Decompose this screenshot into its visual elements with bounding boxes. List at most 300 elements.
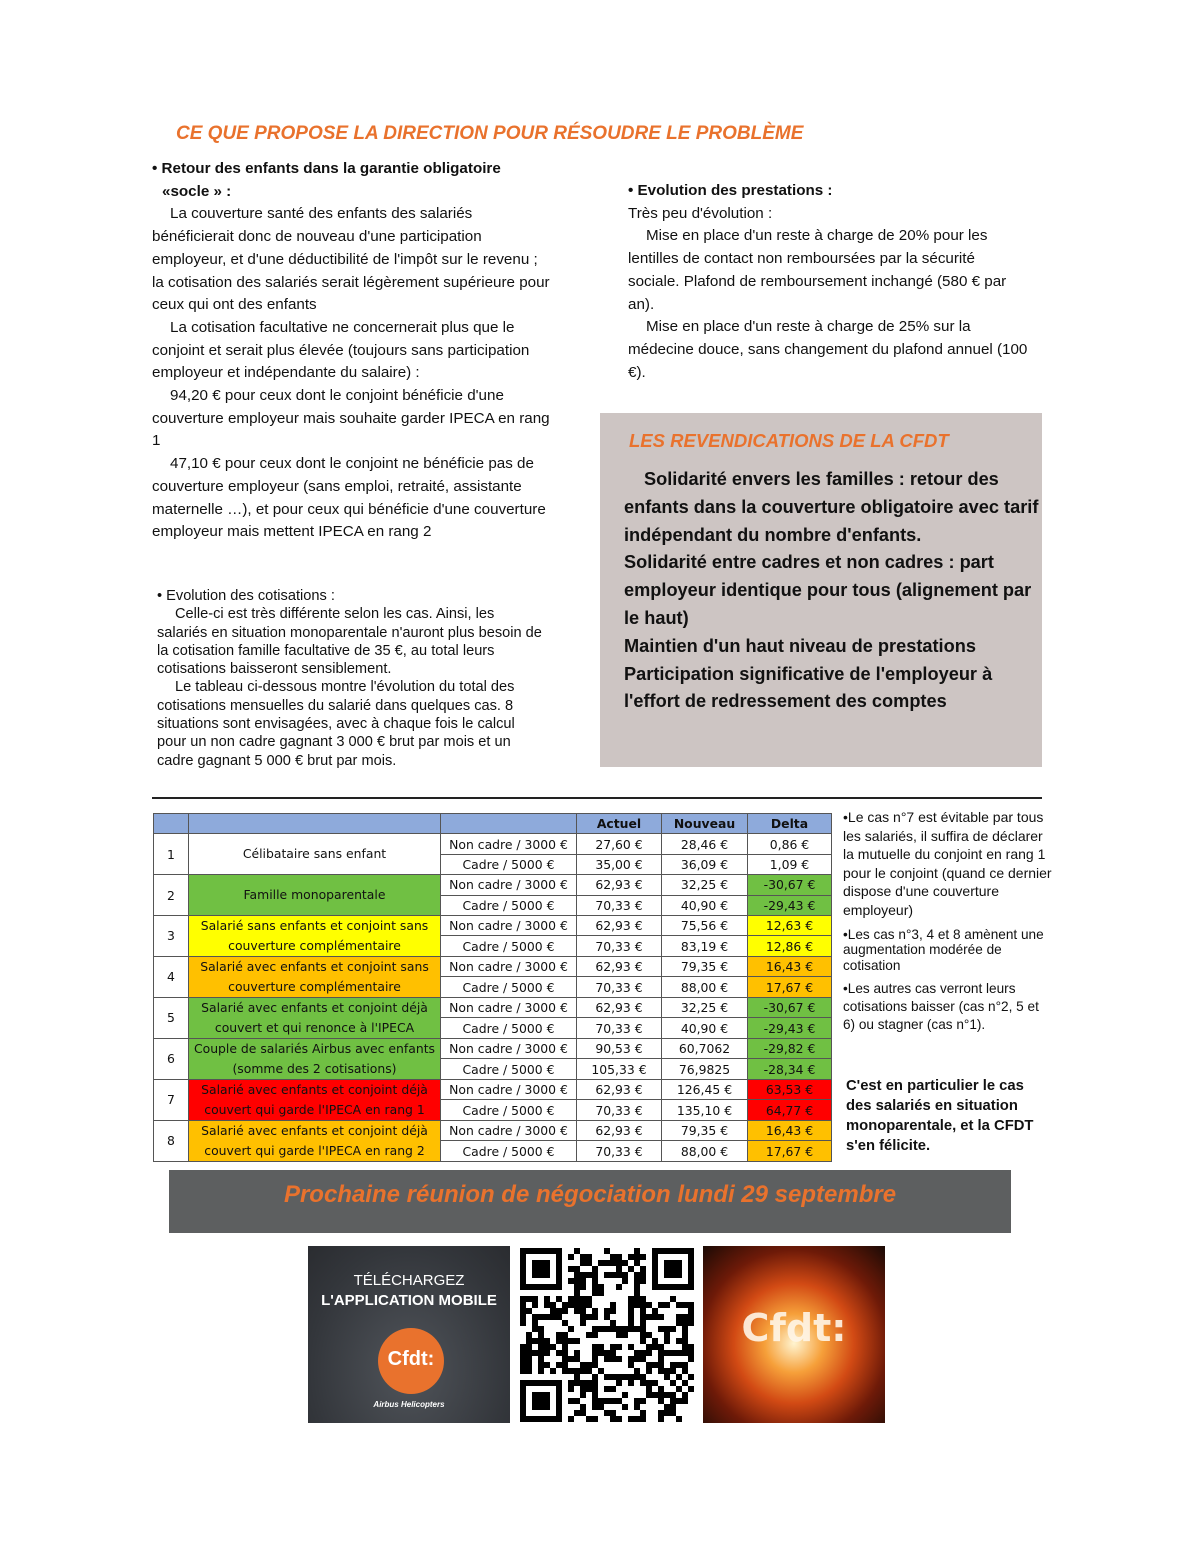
qr-module [568, 1398, 574, 1404]
salary-category: Cadre / 5000 € [441, 1018, 577, 1039]
qr-module [676, 1272, 682, 1278]
value-nouveau: 79,35 € [662, 956, 748, 977]
value-actuel: 70,33 € [577, 895, 662, 915]
qr-module [586, 1368, 592, 1374]
qr-module [574, 1278, 580, 1284]
qr-module [538, 1284, 544, 1290]
qr-module [670, 1326, 676, 1332]
qr-module [646, 1368, 652, 1374]
qr-module [592, 1344, 598, 1350]
qr-module [592, 1380, 598, 1386]
qr-module [646, 1332, 652, 1338]
qr-module [580, 1296, 586, 1302]
qr-module [592, 1398, 598, 1404]
paragraph-medecine-douce: Mise en place d'un reste à charge de 25% sur la médecine douce, sans changement du plafond annuel (100 €). [628, 318, 1028, 381]
qr-module [556, 1248, 562, 1254]
qr-module [556, 1416, 562, 1422]
qr-module [538, 1368, 544, 1374]
qr-module [580, 1308, 586, 1314]
qr-module [640, 1296, 646, 1302]
qr-module [550, 1284, 556, 1290]
prestations-intro: Très peu d'évolution : [628, 204, 773, 222]
qr-module [628, 1416, 634, 1422]
case-description: Couple de salariés Airbus avec enfants (somme des 2 cotisations) [189, 1038, 441, 1079]
value-actuel: 105,33 € [577, 1059, 662, 1080]
qr-module [658, 1356, 664, 1362]
case-description: Célibataire sans enfant [189, 834, 441, 875]
qr-module [604, 1350, 610, 1356]
qr-module [622, 1260, 628, 1266]
value-actuel: 27,60 € [577, 834, 662, 854]
qr-module [574, 1368, 580, 1374]
qr-module [658, 1386, 664, 1392]
qr-module [652, 1254, 658, 1260]
qr-module [586, 1332, 592, 1338]
qr-module [556, 1272, 562, 1278]
qr-module [538, 1272, 544, 1278]
qr-code[interactable] [517, 1246, 697, 1423]
qr-module [616, 1260, 622, 1266]
paragraph-tarif-rang1: 94,20 € pour ceux dont le conjoint bénéficie d'une couverture employeur mais souhaite garder IPECA en rang 1 [152, 387, 550, 450]
qr-module [532, 1416, 538, 1422]
paragraph-couverture-enfants: La couverture santé des enfants des salariés bénéficierait donc de nouveau d'une participation employeur, et d'une déductibilité de l'impôt sur le revenu ; la cotisation des salariés serait légèrement supérieure pour ceux qui ont des enfants [152, 205, 550, 314]
qr-module [610, 1416, 616, 1422]
qr-module [580, 1254, 586, 1260]
qr-module [592, 1326, 598, 1332]
qr-module [646, 1350, 652, 1356]
qr-module [616, 1254, 622, 1260]
qr-module [580, 1314, 586, 1320]
salary-category: Cadre / 5000 € [441, 854, 577, 874]
qr-module [526, 1338, 532, 1344]
qr-module [544, 1248, 550, 1254]
value-delta: -29,43 € [748, 1018, 832, 1039]
value-actuel: 70,33 € [577, 1018, 662, 1039]
qr-module [532, 1326, 538, 1332]
qr-module [664, 1374, 670, 1380]
qr-module [646, 1380, 652, 1386]
qr-module [574, 1410, 580, 1416]
value-delta: -30,67 € [748, 997, 832, 1018]
qr-module [526, 1368, 532, 1374]
qr-module [604, 1374, 610, 1380]
cfdt-fire-image [703, 1246, 885, 1423]
value-actuel: 62,93 € [577, 997, 662, 1018]
qr-module [676, 1374, 682, 1380]
qr-module [676, 1248, 682, 1254]
qr-module [556, 1254, 562, 1260]
qr-module [586, 1296, 592, 1302]
qr-module [688, 1314, 694, 1320]
qr-module [526, 1380, 532, 1386]
qr-module [574, 1248, 580, 1254]
qr-module [640, 1356, 646, 1362]
qr-module [580, 1404, 586, 1410]
qr-module [538, 1404, 544, 1410]
qr-module [592, 1416, 598, 1422]
qr-module [532, 1272, 538, 1278]
qr-module [574, 1266, 580, 1272]
qr-module [544, 1302, 550, 1308]
bullet-evolution-cotisations-head: • Evolution des cotisations : [157, 588, 335, 604]
qr-module [688, 1308, 694, 1314]
qr-module [520, 1272, 526, 1278]
qr-module [688, 1266, 694, 1272]
qr-module [592, 1290, 598, 1296]
qr-module [520, 1386, 526, 1392]
qr-module [544, 1314, 550, 1320]
qr-module [538, 1416, 544, 1422]
salary-category: Cadre / 5000 € [441, 895, 577, 915]
qr-module [526, 1308, 532, 1314]
qr-module [682, 1368, 688, 1374]
qr-module [520, 1296, 526, 1302]
case-number: 5 [154, 997, 189, 1038]
qr-module [598, 1350, 604, 1356]
qr-module [664, 1404, 670, 1410]
qr-module [640, 1266, 646, 1272]
value-nouveau: 83,19 € [662, 936, 748, 957]
qr-module [520, 1398, 526, 1404]
table-header-cell: Actuel [577, 814, 662, 834]
qr-module [610, 1398, 616, 1404]
qr-module [682, 1362, 688, 1368]
qr-module [580, 1260, 586, 1266]
qr-module [604, 1248, 610, 1254]
qr-module [664, 1410, 670, 1416]
qr-module [598, 1284, 604, 1290]
qr-module [550, 1344, 556, 1350]
qr-module [568, 1368, 574, 1374]
value-actuel: 70,33 € [577, 1141, 662, 1162]
qr-module [574, 1338, 580, 1344]
qr-module [520, 1248, 526, 1254]
qr-module [556, 1266, 562, 1272]
qr-module [544, 1296, 550, 1302]
qr-module [658, 1284, 664, 1290]
page-title: CE QUE PROPOSE LA DIRECTION POUR RÉSOUDRE LE PROBLÈME [176, 123, 804, 144]
qr-module [634, 1284, 640, 1290]
qr-module [520, 1404, 526, 1410]
qr-module [532, 1314, 538, 1320]
left-column-bottom [157, 587, 547, 770]
qr-module [670, 1404, 676, 1410]
value-delta: -29,43 € [748, 895, 832, 915]
table-row [154, 1038, 832, 1059]
salary-category: Cadre / 5000 € [441, 1141, 577, 1162]
qr-module [538, 1398, 544, 1404]
qr-module [610, 1386, 616, 1392]
value-nouveau: 76,9825 [662, 1059, 748, 1080]
qr-module [520, 1284, 526, 1290]
qr-module [574, 1350, 580, 1356]
note-monoparentale-bold: C'est en particulier le cas des salariés en situation monoparentale, et la CFDT s'en félicite. [846, 1078, 1034, 1154]
qr-module [604, 1260, 610, 1266]
qr-module [616, 1272, 622, 1278]
qr-module [574, 1284, 580, 1290]
qr-module [658, 1302, 664, 1308]
qr-module [628, 1356, 634, 1362]
qr-module [604, 1308, 610, 1314]
value-nouveau: 126,45 € [662, 1079, 748, 1100]
value-actuel: 70,33 € [577, 936, 662, 957]
qr-module [544, 1362, 550, 1368]
qr-module [526, 1350, 532, 1356]
qr-module [628, 1266, 634, 1272]
qr-module [604, 1326, 610, 1332]
value-delta: 17,67 € [748, 977, 832, 998]
qr-module [580, 1272, 586, 1278]
qr-module [682, 1380, 688, 1386]
cfdt-fire-logo-text: Cfdt: [741, 1306, 847, 1350]
qr-module [580, 1392, 586, 1398]
qr-module [586, 1302, 592, 1308]
table-header-row [154, 814, 832, 834]
promo-line1: TÉLÉCHARGEZ [353, 1272, 465, 1289]
qr-module [622, 1326, 628, 1332]
qr-module [556, 1392, 562, 1398]
qr-code-icon [517, 1246, 697, 1423]
section-divider [152, 797, 1042, 799]
qr-module [544, 1392, 550, 1398]
qr-module [580, 1410, 586, 1416]
qr-module [652, 1362, 658, 1368]
qr-module [658, 1416, 664, 1422]
salary-category: Cadre / 5000 € [441, 1059, 577, 1080]
qr-module [616, 1374, 622, 1380]
qr-module [592, 1308, 598, 1314]
qr-module [520, 1260, 526, 1266]
qr-module [592, 1350, 598, 1356]
qr-module [562, 1332, 568, 1338]
qr-module [616, 1332, 622, 1338]
qr-module [580, 1380, 586, 1386]
salary-category: Non cadre / 3000 € [441, 997, 577, 1018]
qr-module [610, 1350, 616, 1356]
qr-module [574, 1296, 580, 1302]
qr-module [520, 1380, 526, 1386]
qr-module [592, 1386, 598, 1392]
qr-module [628, 1362, 634, 1368]
demand-cadres-non-cadres [624, 549, 1049, 632]
qr-module [652, 1392, 658, 1398]
qr-module [520, 1416, 526, 1422]
value-delta: 0,86 € [748, 834, 832, 854]
salary-category: Non cadre / 3000 € [441, 1038, 577, 1059]
qr-module [676, 1386, 682, 1392]
qr-module [628, 1374, 634, 1380]
qr-module [532, 1338, 538, 1344]
value-actuel: 62,93 € [577, 956, 662, 977]
qr-module [622, 1374, 628, 1380]
qr-module [628, 1380, 634, 1386]
qr-module [562, 1350, 568, 1356]
qr-module [520, 1302, 526, 1308]
qr-module [688, 1248, 694, 1254]
qr-module [640, 1338, 646, 1344]
qr-module [682, 1326, 688, 1332]
paragraph-cotisation-facultative: La cotisation facultative ne concernerait plus que le conjoint et serait plus élevée (toujours sans participation employeur et indépendante du salaire) : [152, 318, 530, 382]
value-delta: -30,67 € [748, 875, 832, 895]
next-meeting-banner [169, 1170, 1011, 1233]
qr-module [532, 1296, 538, 1302]
qr-module [598, 1260, 604, 1266]
table-row [154, 915, 832, 936]
qr-module [598, 1290, 604, 1296]
qr-module [604, 1398, 610, 1404]
value-actuel: 62,93 € [577, 875, 662, 895]
table-header-cell [189, 814, 441, 834]
qr-module [556, 1350, 562, 1356]
qr-module [634, 1404, 640, 1410]
table-notes [843, 808, 1053, 1041]
qr-module [544, 1272, 550, 1278]
qr-module [532, 1350, 538, 1356]
value-nouveau: 79,35 € [662, 1120, 748, 1141]
case-description: Salarié avec enfants et conjoint déjà couvert qui garde l'IPECA en rang 2 [189, 1120, 441, 1161]
qr-module [538, 1344, 544, 1350]
qr-module [520, 1278, 526, 1284]
qr-module [556, 1338, 562, 1344]
qr-module [652, 1308, 658, 1314]
bullet-retour-enfants-head-a: • Retour des enfants dans la garantie obligatoire [152, 160, 501, 177]
salary-category: Non cadre / 3000 € [441, 1120, 577, 1141]
qr-module [544, 1416, 550, 1422]
qr-module [544, 1380, 550, 1386]
qr-module [628, 1344, 634, 1350]
qr-module [568, 1338, 574, 1344]
qr-module [628, 1314, 634, 1320]
qr-module [592, 1314, 598, 1320]
qr-module [634, 1416, 640, 1422]
qr-module [622, 1392, 628, 1398]
qr-module [538, 1356, 544, 1362]
qr-module [670, 1266, 676, 1272]
qr-module [592, 1278, 598, 1284]
qr-module [628, 1302, 634, 1308]
qr-module [640, 1254, 646, 1260]
qr-module [544, 1266, 550, 1272]
qr-module [658, 1326, 664, 1332]
qr-module [580, 1278, 586, 1284]
qr-module [670, 1284, 676, 1290]
qr-module [568, 1416, 574, 1422]
note-cas-7: •Le cas n°7 est évitable par tous les salariés, il suffira de déclarer la mutuelle du conjoint en rang 1 pour le conjoint (quand ce dernier dispose d'une couverture employeur) [843, 809, 1052, 918]
qr-module [538, 1332, 544, 1338]
value-nouveau: 60,7062 [662, 1038, 748, 1059]
qr-module [670, 1410, 676, 1416]
qr-module [526, 1332, 532, 1338]
qr-module [562, 1338, 568, 1344]
qr-module [658, 1398, 664, 1404]
qr-module [634, 1278, 640, 1284]
qr-module [592, 1362, 598, 1368]
qr-module [538, 1326, 544, 1332]
qr-module [658, 1344, 664, 1350]
value-delta: 17,67 € [748, 1141, 832, 1162]
qr-module [520, 1344, 526, 1350]
qr-module [652, 1284, 658, 1290]
qr-module [610, 1326, 616, 1332]
qr-module [544, 1404, 550, 1410]
value-delta: 16,43 € [748, 1120, 832, 1141]
qr-module [574, 1308, 580, 1314]
qr-module [556, 1278, 562, 1284]
qr-module [520, 1254, 526, 1260]
qr-module [676, 1284, 682, 1290]
qr-module [676, 1338, 682, 1344]
qr-module [550, 1308, 556, 1314]
qr-module [550, 1302, 556, 1308]
qr-module [664, 1350, 670, 1356]
qr-module [568, 1326, 574, 1332]
qr-module [664, 1392, 670, 1398]
qr-module [628, 1296, 634, 1302]
qr-module [610, 1410, 616, 1416]
case-number: 4 [154, 956, 189, 997]
qr-module [526, 1284, 532, 1290]
qr-module [574, 1380, 580, 1386]
cotisations-table [153, 813, 832, 1162]
qr-module [604, 1314, 610, 1320]
qr-module [592, 1404, 598, 1410]
qr-module [556, 1398, 562, 1404]
qr-module [610, 1356, 616, 1362]
qr-module [682, 1284, 688, 1290]
demand-prestations [624, 633, 1049, 661]
value-actuel: 35,00 € [577, 854, 662, 874]
qr-module [646, 1392, 652, 1398]
qr-module [688, 1320, 694, 1326]
value-nouveau: 75,56 € [662, 915, 748, 936]
qr-module [532, 1392, 538, 1398]
qr-module [544, 1398, 550, 1404]
qr-module [658, 1350, 664, 1356]
qr-module [526, 1416, 532, 1422]
case-description: Salarié avec enfants et conjoint déjà couvert et qui renonce à l'IPECA [189, 997, 441, 1038]
qr-module [676, 1302, 682, 1308]
case-description: Famille monoparentale [189, 875, 441, 916]
value-delta: -28,34 € [748, 1059, 832, 1080]
qr-module [568, 1356, 574, 1362]
table-header-cell: Nouveau [662, 814, 748, 834]
promo-subtitle: Airbus Helicopters [373, 1400, 445, 1409]
table-row [154, 1120, 832, 1141]
table-row [154, 1079, 832, 1100]
right-column [628, 180, 1028, 384]
demand-participation-text: Participation significative de l'employeur à l'effort de redressement des comptes [624, 663, 993, 712]
table-header-cell [441, 814, 577, 834]
qr-module [526, 1356, 532, 1362]
qr-module [622, 1272, 628, 1278]
salary-category: Non cadre / 3000 € [441, 915, 577, 936]
qr-module [532, 1266, 538, 1272]
qr-module [568, 1386, 574, 1392]
qr-module [586, 1314, 592, 1320]
app-download-promo[interactable] [308, 1246, 510, 1423]
qr-module [664, 1266, 670, 1272]
qr-module [640, 1278, 646, 1284]
qr-module [526, 1248, 532, 1254]
qr-module [688, 1284, 694, 1290]
qr-module [550, 1380, 556, 1386]
qr-module [556, 1308, 562, 1314]
qr-module [520, 1308, 526, 1314]
qr-module [616, 1344, 622, 1350]
qr-module [580, 1386, 586, 1392]
qr-module [544, 1338, 550, 1344]
promo-line2: L'APPLICATION MOBILE [321, 1292, 497, 1309]
